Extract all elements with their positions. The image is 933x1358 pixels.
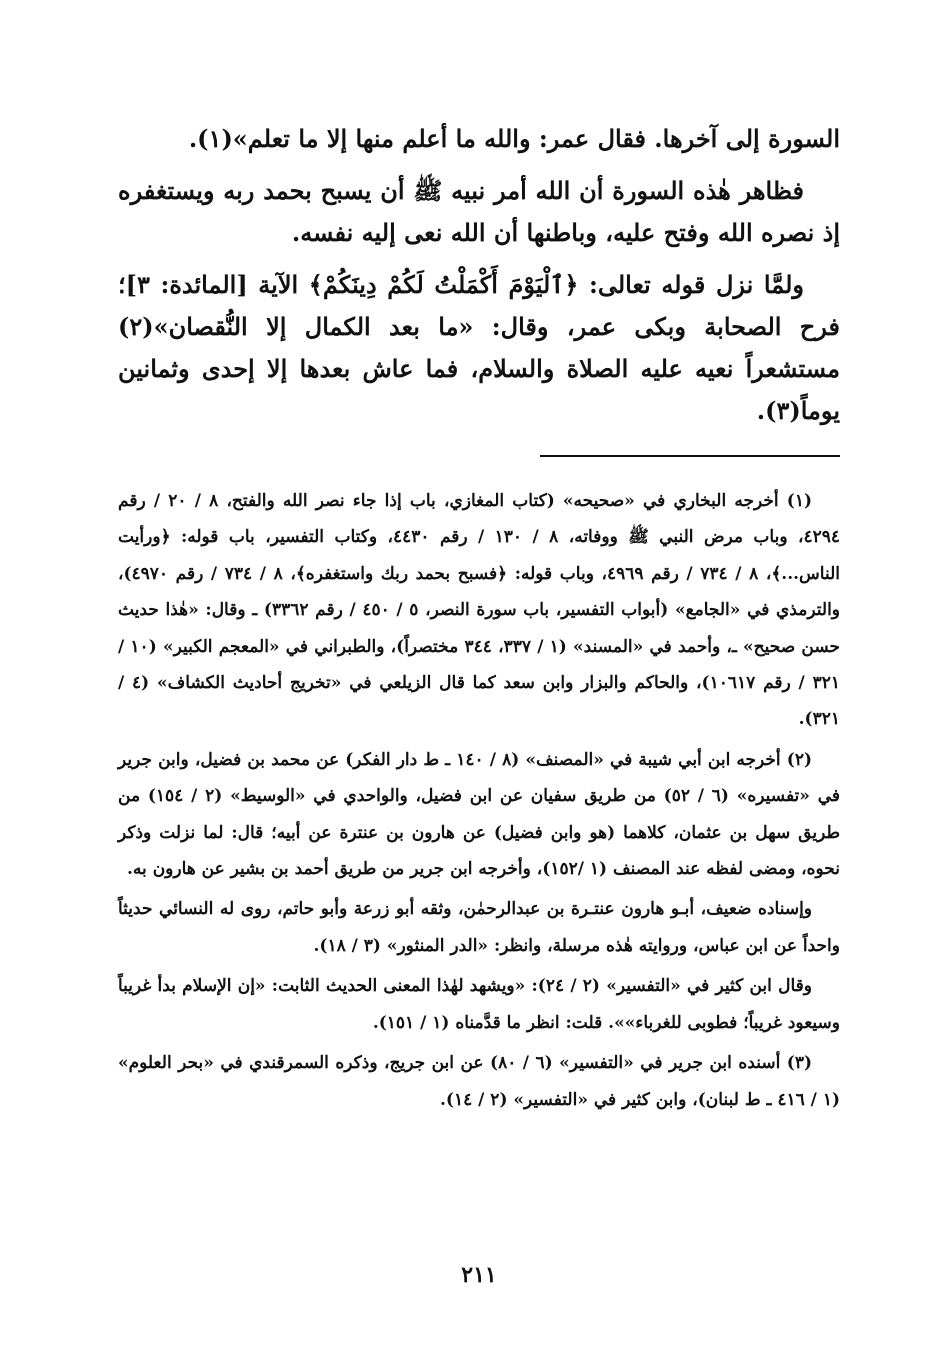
main-paragraph: ولمَّا نزل قوله تعالى: ﴿ٱلْيَوْمَ أَكْمَلْتُ لَكُمْ دِينَكُمْ﴾ الآية [المائدة: ٣]؛ فرح الصحابة وبكى عمر، وقال: «ما بعد الكمال إلا النُّقصان»(٢) مستشعراً نعيه عليه الصلاة والسلام، فما عاش بعدها إلا إحدى وثمانين يوماً(٣). bbox=[118, 270, 840, 425]
footnote-separator bbox=[540, 455, 840, 457]
footnotes bbox=[118, 483, 840, 1118]
main-text bbox=[118, 118, 840, 432]
footnote-1: (١) أخرجه البخاري في «صحيحه» (كتاب المغازي، باب إذا جاء نصر الله والفتح، ٨ / ٢٠ / رقم ٤٢٩٤، وباب مرض النبي ﷺ ووفاته، ٨ / ١٣٠ / رقم ٤٤٣٠، وكتاب التفسير، باب قوله: ﴿ورأيت الناس...﴾، ٨ / ٧٣٤ / رقم ٤٩٦٩، وباب قوله: ﴿فسبح بحمد ربك واستغفره﴾، ٨ / ٧٣٤ / رقم ٤٩٧٠)، والترمذي في «الجامع» (أبواب التفسير، باب سورة النصر، ٥ / ٤٥٠ / رقم ٣٣٦٢) ـ وقال: «هٰذا حديث حسن صحيح» ـ، وأحمد في «المسند» (١ / ٣٣٧، ٣٤٤ مختصراً)، والطبراني في «المعجم الكبير» (١٠ / ٣٢١ / رقم ١٠٦١٧)، والحاكم والبزار وابن سعد كما قال الزيلعي في «تخريج أحاديث الكشاف» (٤ / ٣٢١). bbox=[118, 491, 841, 730]
footnote-3: (٣) أسنده ابن جرير في «التفسير» (٦ / ٨٠) عن ابن جريج، وذكره السمرقندي في «بحر العلوم» (١ / ٤١٦ ـ ط لبنان)، وابن كثير في «التفسير» (٢ / ١٤). bbox=[118, 1053, 840, 1110]
book-page bbox=[118, 0, 840, 1358]
footnote-2-continuation: وقال ابن كثير في «التفسير» (٢ / ٢٤): «ويشهد لهٰذا المعنى الحديث الثابت: «إن الإسلام بدأ غريباً وسيعود غريباً؛ فطوبى للغرباء»». قلت: انظر ما قدَّمناه (١ / ١٥١). bbox=[118, 976, 840, 1033]
main-paragraph: السورة إلى آخرها. فقال عمر: والله ما أعلم منها إلا ما تعلم»(١). bbox=[188, 124, 840, 153]
main-paragraph: فظاهر هٰذه السورة أن الله أمر نبيه ﷺ أن يسبح بحمد ربه ويستغفره إذ نصره الله وفتح عليه، وباطنها أن الله نعى إليه نفسه. bbox=[118, 176, 840, 247]
footnote-2-continuation: وإسناده ضعيف، أبـو هارون عنتـرة بن عبدالرحمٰن، وثقه أبو زرعة وأبو حاتم، روى له النسائي حديثاً واحداً عن ابن عباس، وروايته هٰذه مرسلة، وانظر: «الدر المنثور» (٣ / ١٨). bbox=[118, 899, 840, 956]
footnote-2: (٢) أخرجه ابن أبي شيبة في «المصنف» (٨ / ١٤٠ ـ ط دار الفكر) عن محمد بن فضيل، وابن جرير في «تفسيره» (٦ / ٥٢) من طريق سفيان عن ابن فضيل، والواحدي في «الوسيط» (٢ / ١٥٤) من طريق سهل بن عثمان، كلاهما (هو وابن فضيل) عن هارون بن عنترة عن أبيه؛ قال: لما نزلت وذكر نحوه، ومضى لفظه عند المصنف (١ /١٥٢)، وأخرجه ابن جرير من طريق أحمد بن بشير عن هارون به. bbox=[118, 749, 840, 880]
page-number: ٢١١ bbox=[461, 1262, 497, 1288]
